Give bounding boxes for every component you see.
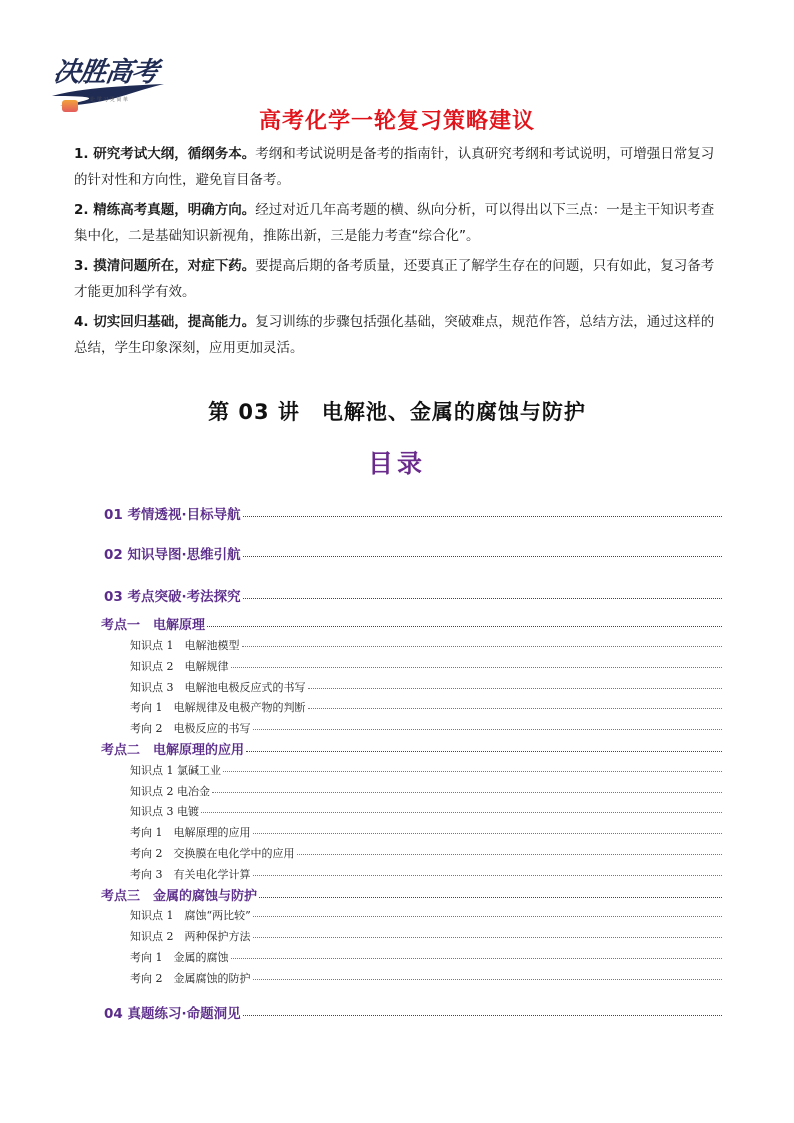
toc-item[interactable] (130, 637, 722, 653)
toc-leader (308, 707, 723, 709)
toc-label: 考点一 电解原理 (101, 618, 206, 633)
toc-label: 考点三 金属的腐蚀与防护 (101, 889, 258, 904)
toc-label: 知识点 1 腐蚀“两比较” (130, 909, 251, 922)
toc-leader (207, 625, 722, 627)
toc-leader (253, 874, 723, 876)
toc-topic-3[interactable] (101, 885, 722, 904)
toc-leader (259, 896, 722, 898)
toc-label: 知识点 1 电解池模型 (130, 639, 240, 652)
toc-item[interactable] (130, 783, 722, 799)
toc-item[interactable] (130, 699, 722, 715)
toc-leader (253, 915, 722, 917)
toc-item[interactable] (130, 907, 722, 923)
tip-3 (74, 253, 724, 305)
toc-label: 知识点 2 两种保护方法 (130, 930, 251, 943)
toc-item[interactable] (130, 866, 722, 882)
toc-item[interactable] (130, 803, 722, 819)
tip-2-text: 经过对近几年高考题的横、纵向分析，可以得出以下三点：一是主干知识考查集中化，二是基础知识新视角，推陈出新，三是能力考查“综合化”。 (74, 202, 715, 244)
tip-3-heading: 3. 摸清问题所在，对症下药。 (74, 258, 256, 274)
toc-label: 04 真题练习·命题洞见 (104, 1006, 241, 1022)
toc-label: 知识点 2 电解规律 (130, 660, 229, 673)
toc-item[interactable] (130, 949, 722, 965)
toc-leader (253, 978, 723, 980)
tip-4-heading: 4. 切实回归基础，提高能力。 (74, 314, 256, 330)
toc-item[interactable] (130, 679, 722, 695)
toc-label: 知识点 1 氯碱工业 (130, 764, 221, 777)
lecture-title: 第 03 讲 电解池、金属的腐蚀与防护 (208, 400, 586, 424)
toc-label: 知识点 3 电解池电极反应式的书写 (130, 681, 306, 694)
toc-leader (253, 936, 723, 938)
toc-leader (308, 687, 723, 689)
toc-leader (231, 666, 723, 668)
toc-topic-2[interactable] (101, 739, 722, 758)
logo-text: 决胜高考 (51, 57, 160, 88)
toc-leader (246, 750, 722, 752)
toc-section-04[interactable] (104, 1002, 722, 1022)
toc-label: 考向 2 交换膜在电化学中的应用 (130, 847, 295, 860)
strategy-tips (74, 141, 724, 365)
toc-item[interactable] (130, 970, 722, 986)
toc-leader (253, 728, 723, 730)
toc-leader (243, 597, 722, 599)
document-title: 高考化学一轮复习策略建议 (258, 109, 535, 134)
logo-tagline: 让 学 习 更 简 单 (90, 97, 128, 103)
toc-section-02[interactable] (104, 543, 722, 563)
toc-label: 知识点 2 电冶金 (130, 785, 210, 798)
tip-4 (74, 309, 724, 361)
toc-label: 考向 1 电解规律及电极产物的判断 (130, 701, 306, 714)
toc-label: 考向 3 有关电化学计算 (130, 868, 251, 881)
toc-leader (223, 770, 722, 772)
tip-2-heading: 2. 精练高考真题，明确方向。 (74, 202, 256, 218)
toc-leader (231, 957, 723, 959)
toc-label: 知识点 3 电镀 (130, 805, 199, 818)
toc-item[interactable] (130, 845, 722, 861)
toc-leader (243, 1014, 722, 1016)
toc-section-03[interactable] (104, 585, 722, 605)
toc-leader (297, 853, 723, 855)
toc-leader (212, 791, 722, 793)
toc-item[interactable] (130, 658, 722, 674)
toc-leader (243, 515, 722, 517)
toc-leader (242, 645, 723, 647)
toc-label: 02 知识导图·思维引航 (104, 547, 241, 563)
toc-topic-1[interactable] (101, 614, 722, 633)
toc-label: 考向 2 电极反应的书写 (130, 722, 251, 735)
tip-2 (74, 197, 724, 249)
toc-label: 03 考点突破·考法探究 (104, 589, 241, 605)
toc-label: 考向 1 电解原理的应用 (130, 826, 251, 839)
toc-item[interactable] (130, 762, 722, 778)
toc-label: 考点二 电解原理的应用 (101, 743, 245, 758)
toc-item[interactable] (130, 720, 722, 736)
toc-leader (201, 811, 722, 813)
toc-item[interactable] (130, 824, 722, 840)
toc-label: 01 考情透视·目标导航 (104, 507, 241, 523)
toc-leader (253, 832, 723, 834)
toc-label: 考向 2 金属腐蚀的防护 (130, 972, 251, 985)
toc-title: 目录 (367, 449, 426, 478)
tip-1-text: 考纲和考试说明是备考的指南针，认真研究考纲和考试说明，可增强日常复习的针对性和方向性，避免盲目备考。 (74, 146, 715, 188)
tip-3-text: 要提高后期的备考质量，还要真正了解学生存在的问题，只有如此，复习备考才能更加科学有效。 (74, 258, 715, 300)
toc-leader (243, 555, 722, 557)
tip-1 (74, 141, 724, 193)
toc-section-01[interactable] (104, 503, 722, 523)
toc-item[interactable] (130, 928, 722, 944)
tip-4-text: 复习训练的步骤包括强化基础，突破难点，规范作答，总结方法，通过这样的总结，学生印象深刻，应用更加灵活。 (74, 314, 715, 356)
tip-1-heading: 1. 研究考试大纲，循纲务本。 (74, 146, 256, 162)
toc-label: 考向 1 金属的腐蚀 (130, 951, 229, 964)
